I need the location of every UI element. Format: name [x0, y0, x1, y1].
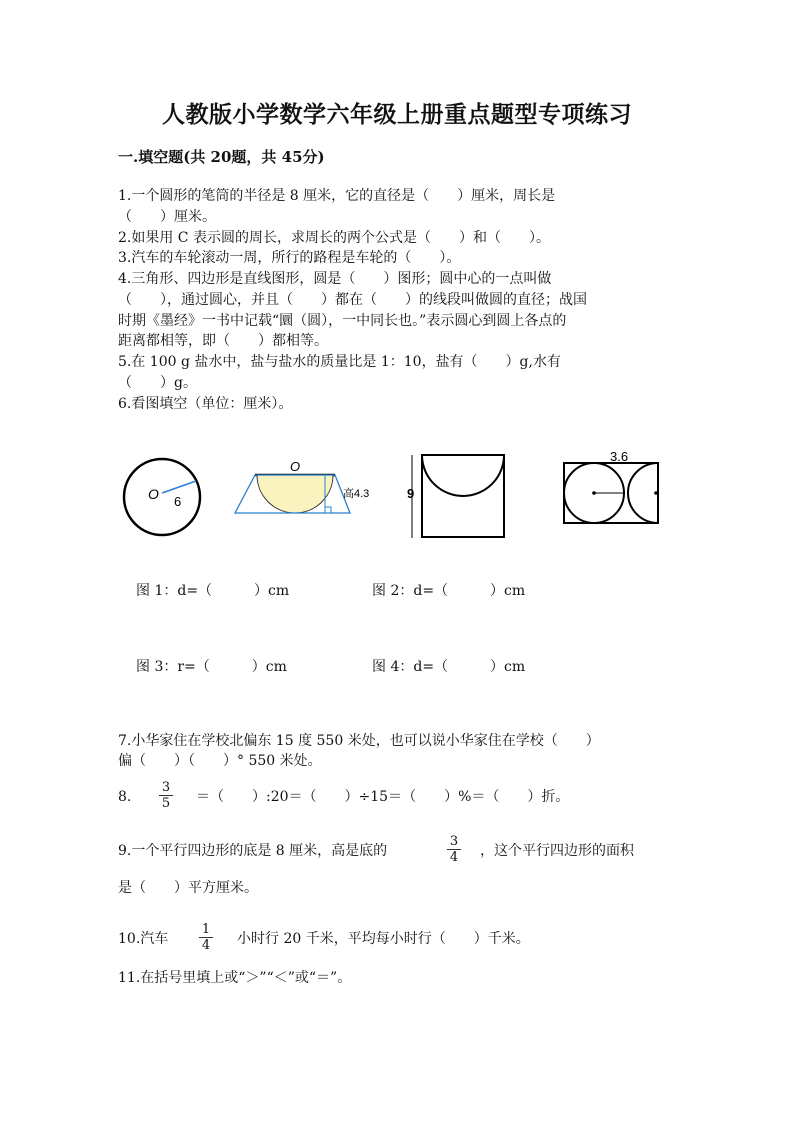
question-6: 6.看图填空（单位：厘米）。 — [118, 396, 293, 412]
figure-4-rectangle — [564, 449, 658, 523]
question-8-fraction — [159, 780, 173, 811]
figure-1-radius-label: 6 — [174, 494, 182, 509]
question-5-line-1: 5.在 100 g 盐水中，盐与盐水的质量比是 1：10，盐有（ ）g,水有 — [118, 354, 561, 370]
figure-1-circle — [124, 459, 200, 535]
question-4-line-3: 时期《墨经》一书中记载“圜（圆），一中同长也。”表示圆心到圆上各点的 — [118, 313, 567, 329]
question-5-line-2: （ ）g。 — [118, 375, 197, 391]
question-9-fraction-denominator: 4 — [449, 850, 459, 865]
question-8-text: ＝（ ）:20＝（ ）÷15＝（ ）%＝（ ）折。 — [196, 789, 570, 805]
question-10-fraction — [199, 922, 213, 953]
question-7-line-2: 偏（ ）（ ）° 550 米处。 — [118, 753, 322, 769]
question-9-fraction — [447, 834, 461, 865]
figure-3-caption: 图 3：r=（ ）cm — [136, 659, 287, 675]
question-10-fraction-denominator: 4 — [201, 938, 211, 953]
question-7-line-1: 7.小华家住在学校北偏东 15 度 550 米处，也可以说小华家住在学校（ ） — [118, 733, 600, 749]
figure-2-caption: 图 2：d=（ ）cm — [372, 583, 526, 599]
question-8-number: 8. — [118, 789, 132, 805]
question-9-text-start: 9.一个平行四边形的底是 8 厘米，高是底的 — [118, 843, 388, 859]
question-10-fraction-numerator: 1 — [199, 922, 213, 938]
question-4-line-2: （ ），通过圆心，并且（ ）都在（ ）的线段叫做圆的直径；战国 — [118, 292, 587, 308]
question-2: 2.如果用 C 表示圆的周长，求周长的两个公式是（ ）和（ ）。 — [118, 230, 550, 246]
page-title: 人教版小学数学六年级上册重点题型专项练习 — [162, 101, 632, 128]
question-3: 3.汽车的车轮滚动一周，所行的路程是车轮的（ ）。 — [118, 250, 461, 266]
question-4-line-1: 4.三角形、四边形是直线图形，圆是（ ）图形；圆中心的一点叫做 — [118, 271, 552, 287]
figure-1-caption: 图 1：d=（ ）cm — [136, 583, 290, 599]
figure-3-side-label: 9 — [407, 486, 415, 501]
question-10-text-end: 小时行 20 千米，平均每小时行（ ）千米。 — [237, 931, 530, 947]
question-8-fraction-numerator: 3 — [159, 780, 173, 796]
question-8-fraction-denominator: 5 — [161, 796, 171, 811]
question-4-line-4: 距离都相等，即（ ）都相等。 — [118, 333, 328, 349]
figure-1-center-label: O — [148, 486, 159, 502]
figures-row — [110, 445, 670, 540]
question-1-line-2: （ ）厘米。 — [118, 209, 216, 225]
question-11: 11.在括号里填上或“＞”“＜”或“＝”。 — [118, 970, 352, 986]
figure-2-semicircle — [235, 459, 369, 513]
figure-3-square — [407, 455, 504, 538]
section-heading: 一.填空题(共 20题，共 45分) — [118, 148, 325, 166]
figure-4-caption: 图 4：d=（ ）cm — [372, 659, 526, 675]
question-9-line-2: 是（ ）平方厘米。 — [118, 880, 258, 896]
question-1-line-1: 1.一个圆形的笔筒的半径是 8 厘米，它的直径是（ ）厘米，周长是 — [118, 188, 556, 204]
figure-4-top-label: 3.6 — [610, 449, 629, 464]
figure-2-center-label: O — [290, 459, 301, 474]
question-10-text-start: 10.汽车 — [118, 931, 169, 947]
question-9-text-end: ，这个平行四边形的面积 — [480, 843, 634, 859]
question-9-fraction-numerator: 3 — [447, 834, 461, 850]
figure-2-height-label: 高4.3 — [343, 488, 370, 500]
